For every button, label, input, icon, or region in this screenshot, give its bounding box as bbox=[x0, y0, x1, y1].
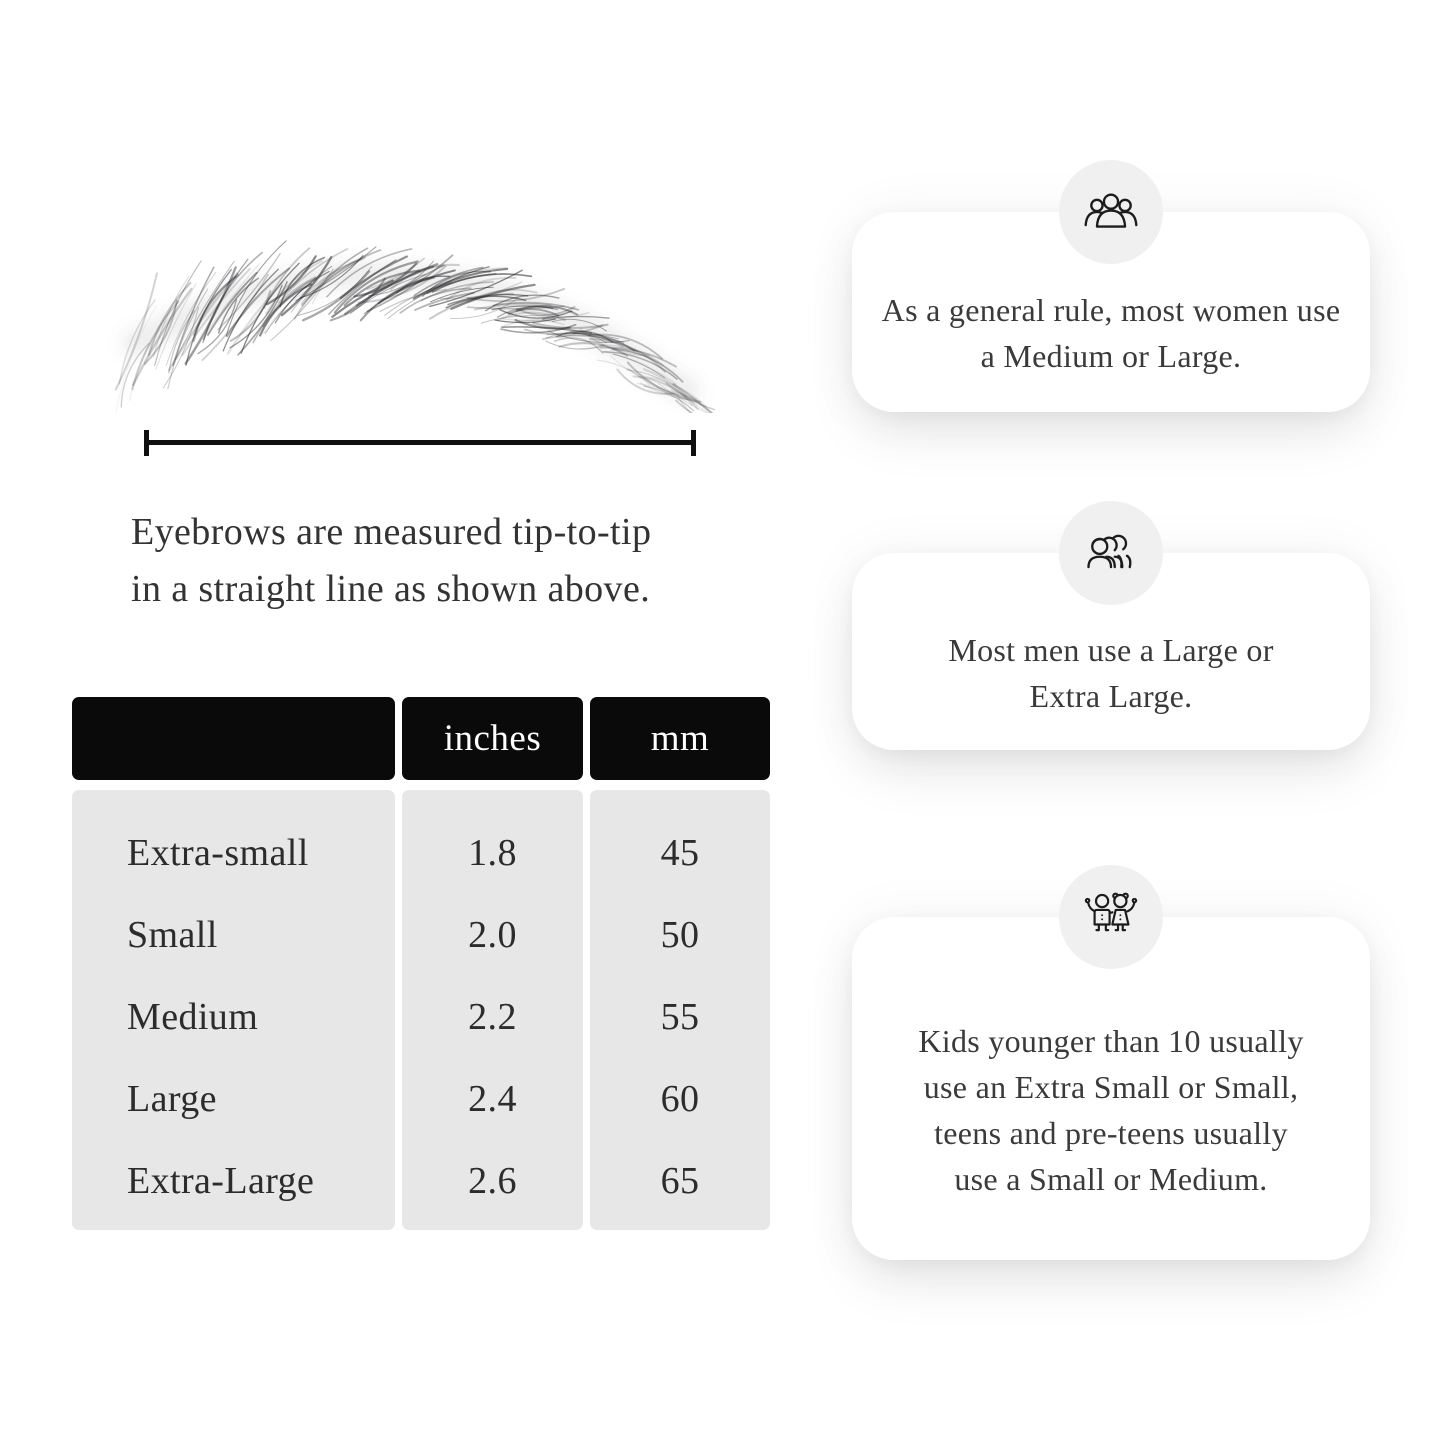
table-column-inches bbox=[402, 790, 583, 1230]
table-column-size-names bbox=[72, 790, 395, 1230]
caption-line-1: Eyebrows are measured tip-to-tip bbox=[131, 511, 652, 553]
women-group-icon bbox=[1059, 160, 1163, 264]
eyebrow-illustration bbox=[105, 228, 715, 413]
mm-value: 60 bbox=[660, 1078, 700, 1120]
men-group-icon bbox=[1059, 501, 1163, 605]
size-label: Small bbox=[127, 914, 218, 956]
mm-value: 45 bbox=[660, 832, 700, 874]
info-card-kids-text: Kids younger than 10 usually use an Extra Small or Small, teens and pre-teens usually use a Small or Medium. bbox=[918, 1022, 1304, 1197]
mm-value: 50 bbox=[660, 914, 700, 956]
table-header-inches: inches bbox=[402, 697, 583, 780]
inches-value: 2.6 bbox=[468, 1160, 517, 1202]
kids-icon bbox=[1059, 865, 1163, 969]
eyebrow-drawing bbox=[105, 228, 715, 413]
inches-value: 2.0 bbox=[468, 914, 517, 956]
table-column-mm bbox=[590, 790, 770, 1230]
measure-cap-left bbox=[144, 430, 149, 456]
measurement-caption bbox=[131, 504, 651, 618]
info-card-men-text: Most men use a Large or Extra Large. bbox=[948, 631, 1274, 714]
size-label: Medium bbox=[127, 996, 259, 1038]
inches-value: 1.8 bbox=[468, 832, 517, 874]
size-label: Large bbox=[127, 1078, 217, 1120]
mm-value: 65 bbox=[660, 1160, 700, 1202]
measure-cap-right bbox=[691, 430, 696, 456]
table-header-mm: mm bbox=[590, 697, 770, 780]
inches-value: 2.4 bbox=[468, 1078, 517, 1120]
table-header-blank bbox=[72, 697, 395, 780]
info-card-women bbox=[852, 212, 1370, 412]
inches-value: 2.2 bbox=[468, 996, 517, 1038]
info-card-men bbox=[852, 553, 1370, 750]
info-card-women-text: As a general rule, most women use a Medium or Large. bbox=[881, 292, 1341, 374]
size-label: Extra-Large bbox=[127, 1160, 315, 1202]
size-table bbox=[72, 697, 770, 1230]
measurement-line bbox=[146, 440, 694, 445]
caption-line-2: in a straight line as shown above. bbox=[131, 568, 651, 610]
size-label: Extra-small bbox=[127, 832, 309, 874]
info-card-kids bbox=[852, 917, 1370, 1260]
mm-value: 55 bbox=[660, 996, 700, 1038]
